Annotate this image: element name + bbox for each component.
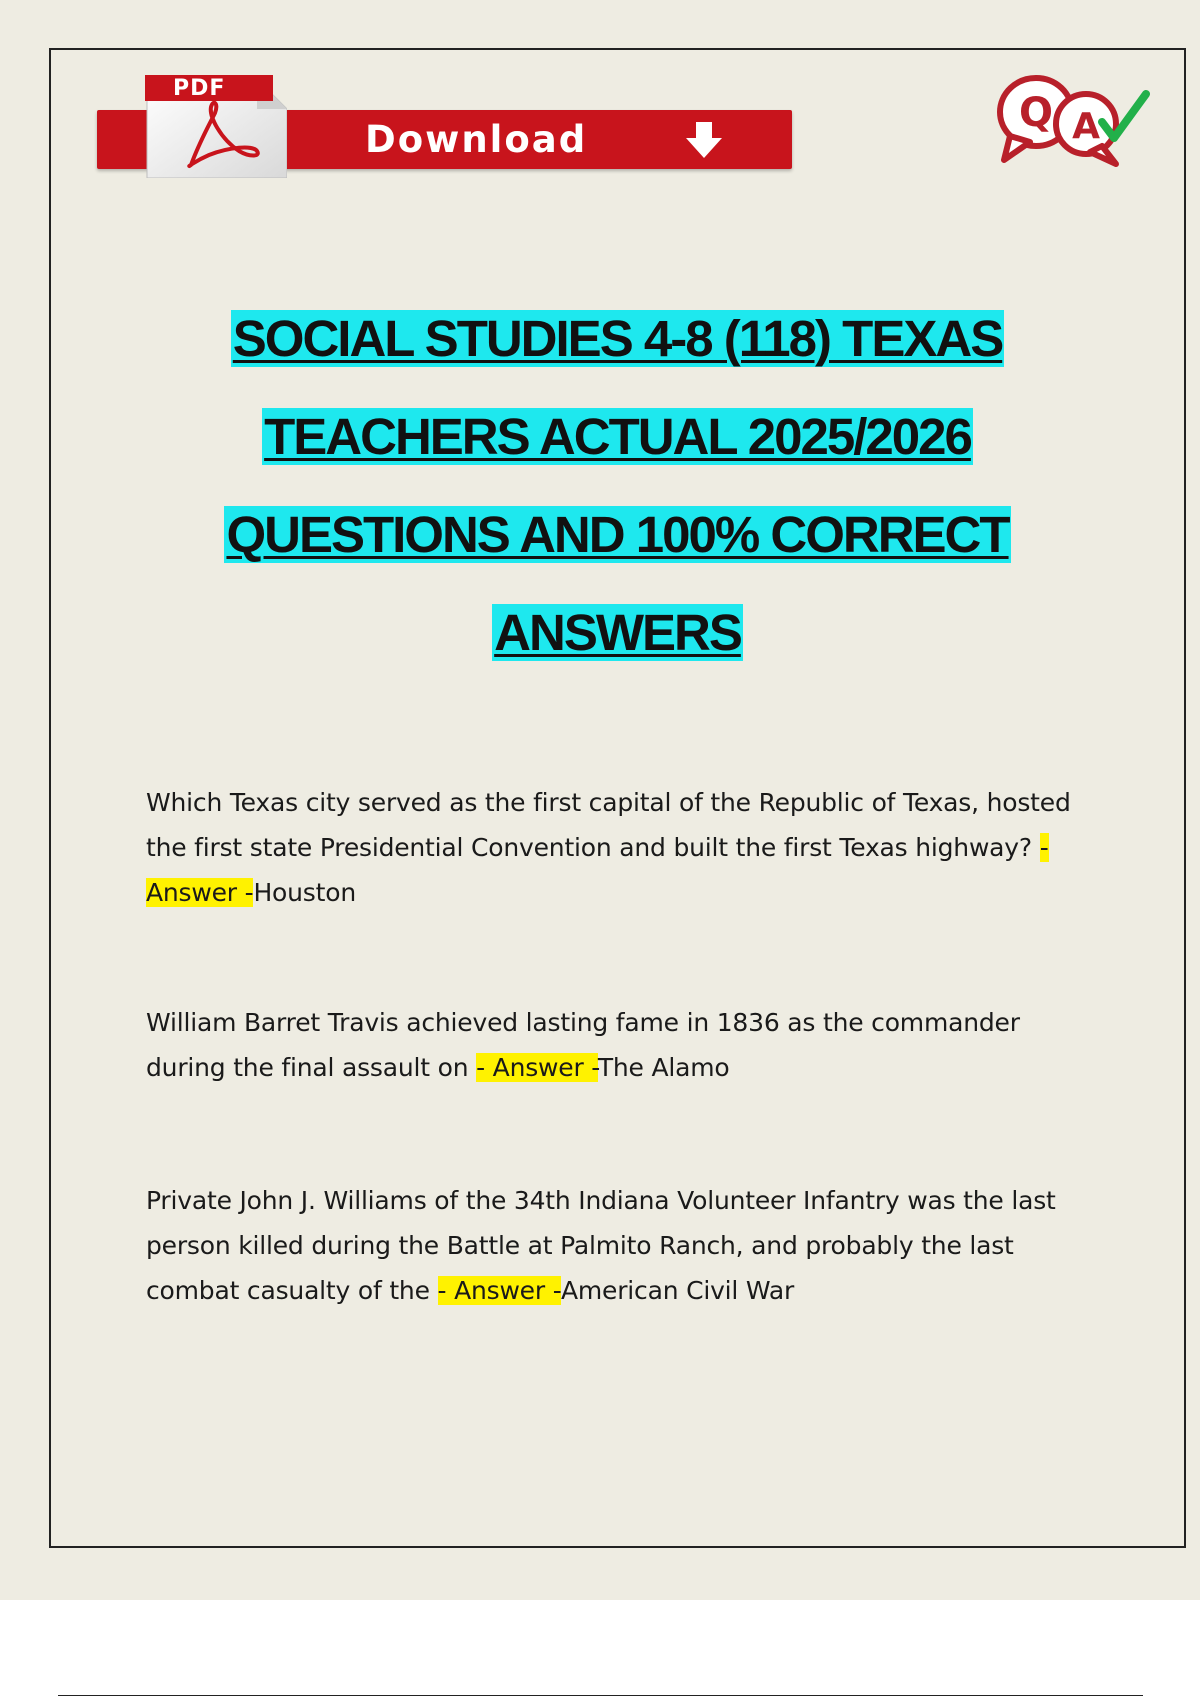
title-line (60, 310, 1175, 367)
title-line (60, 604, 1175, 661)
pdf-label: PDF (173, 76, 226, 101)
question-text: Which Texas city served as the first capital of the Republic of Texas, hosted the first state Presidential Convention and built the first Texas highway? (146, 788, 1071, 862)
q-letter: Q (1018, 90, 1054, 136)
qa-item (146, 1000, 1106, 1090)
download-label: Download (365, 118, 588, 161)
title-line-text: SOCIAL STUDIES 4-8 (118) TEXAS (232, 310, 1003, 367)
question-text: William Barret Travis achieved lasting fame in 1836 as the commander during the final assault on (146, 1008, 1020, 1082)
title-line-text: ANSWERS (494, 604, 741, 661)
qa-logo (990, 70, 1155, 170)
arrow-down-icon (682, 118, 726, 162)
qa-item (146, 1178, 1106, 1313)
title-line (60, 506, 1175, 563)
a-letter: A (1072, 106, 1100, 147)
pdf-file-icon (139, 73, 287, 178)
answer-tag: - Answer - (146, 833, 1049, 907)
qa-item (146, 780, 1106, 915)
document-title (60, 310, 1175, 702)
answer-text: Houston (253, 878, 356, 907)
answer-tag: - Answer - (437, 1276, 561, 1305)
bottom-divider (58, 1695, 1143, 1696)
title-line-text: QUESTIONS AND 100% CORRECT (226, 506, 1009, 563)
download-banner[interactable] (97, 70, 797, 175)
title-line-text: TEACHERS ACTUAL 2025/2026 (264, 408, 971, 465)
answer-text: American Civil War (560, 1276, 795, 1305)
answer-tag: - Answer - (476, 1053, 598, 1082)
title-line (60, 408, 1175, 465)
question-text: Private John J. Williams of the 34th Indiana Volunteer Infantry was the last person killed during the Battle at Palmito Ranch, and probably the last combat casualty of the (146, 1186, 1056, 1305)
answer-text: The Alamo (597, 1053, 730, 1082)
